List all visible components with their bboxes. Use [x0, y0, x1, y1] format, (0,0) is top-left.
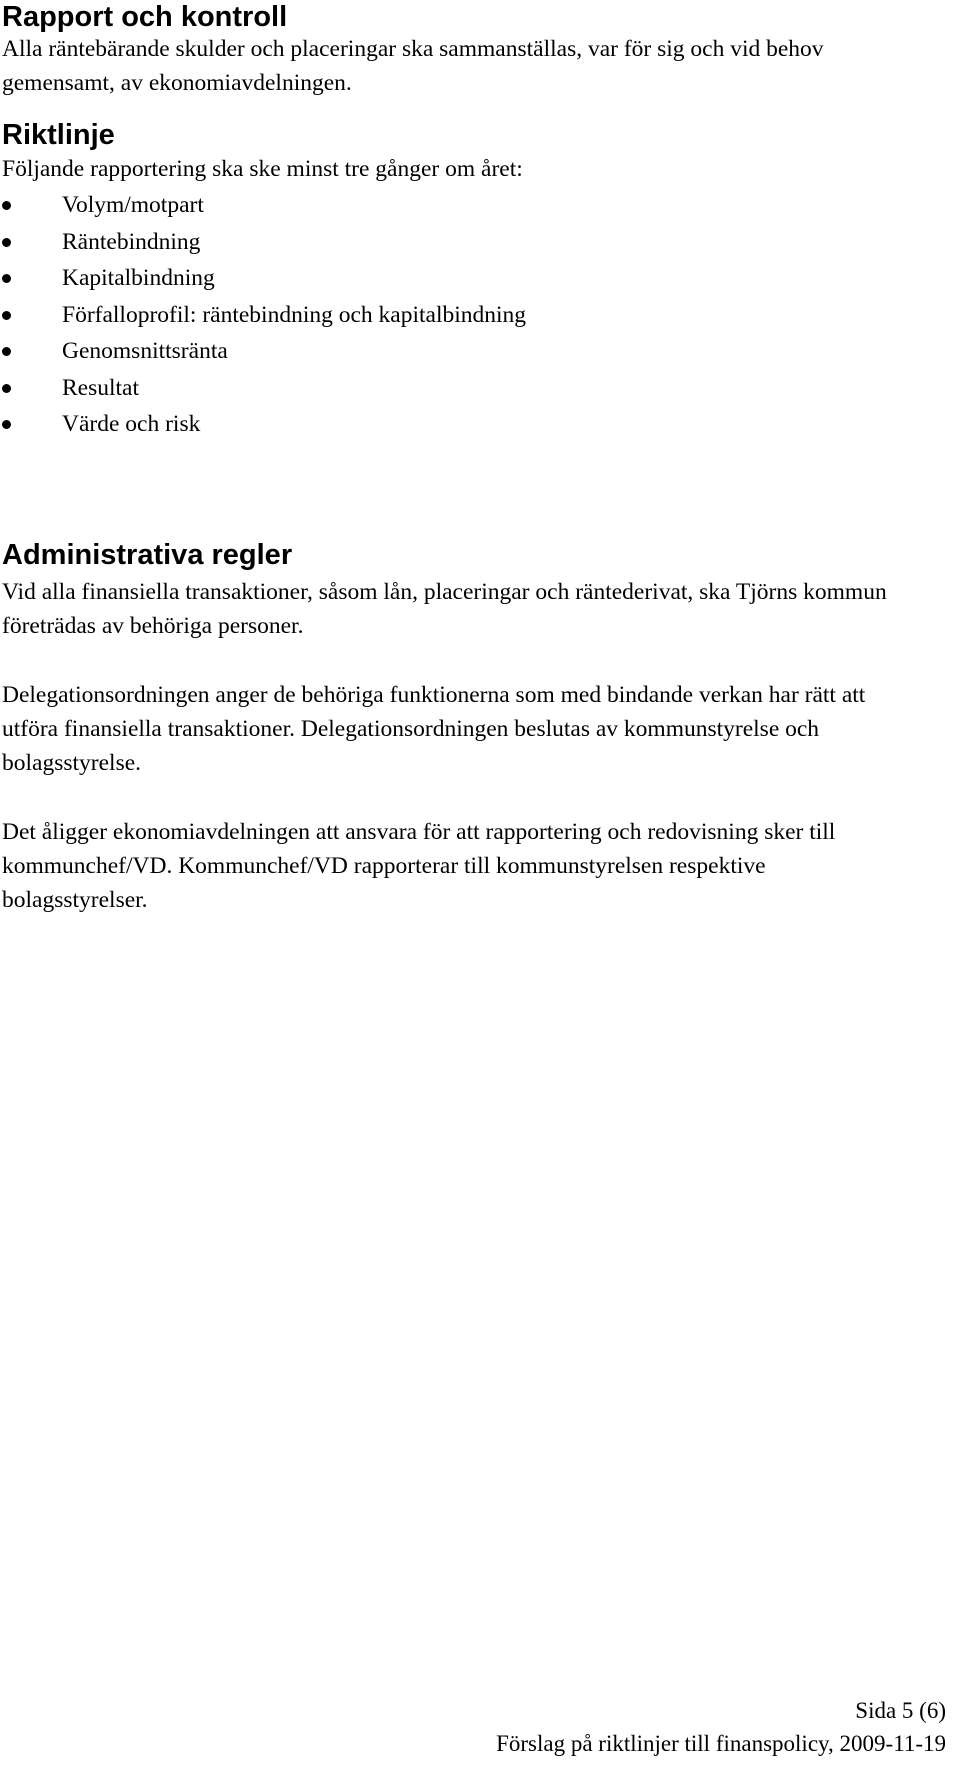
bullet-icon: [2, 274, 11, 283]
page-number: Sida 5 (6): [855, 1698, 946, 1723]
bullet-icon: [2, 347, 11, 356]
administrativa-paragraph-3: Det åligger ekonomiavdelningen att ansvara för att rapportering och redovisning sker till kommunchef/VD. Kommunchef/VD rapporterar till kommunstyrelsen respektive bolagsstyrelser.: [2, 819, 836, 913]
document-footer: Förslag på riktlinjer till finanspolicy, 2009-11-19: [496, 1731, 946, 1756]
bullet-icon: [2, 420, 11, 429]
reporting-list: [0, 187, 526, 443]
list-item: Förfalloprofil: räntebindning och kapitalbindning: [0, 297, 526, 334]
list-item: Värde och risk: [0, 406, 526, 443]
list-item: Volym/motpart: [0, 187, 526, 224]
administrativa-paragraph-1: Vid alla finansiella transaktioner, såsom lån, placeringar och räntederivat, ska Tjörns kommun företrädas av behöriga personer.: [2, 579, 887, 639]
rapport-paragraph: Alla räntebärande skulder och placeringar ska sammanställas, var för sig och vid behov gemensamt, av ekonomiavdelningen.: [2, 36, 824, 96]
list-item: Räntebindning: [0, 224, 526, 261]
list-item: Resultat: [0, 370, 526, 407]
administrativa-paragraph-2: Delegationsordningen anger de behöriga funktionerna som med bindande verkan har rätt att utföra finansiella transaktioner. Delegationsordningen beslutas av kommunstyrelse och bolagsstyrelse.: [2, 682, 866, 776]
riktlinje-intro: Följande rapportering ska ske minst tre gånger om året:: [2, 156, 523, 182]
bullet-icon: [2, 201, 11, 210]
section-heading-rapport: Rapport och kontroll: [2, 1, 288, 33]
bullet-icon: [2, 238, 11, 247]
bullet-icon: [2, 384, 11, 393]
list-item: Genomsnittsränta: [0, 333, 526, 370]
bullet-icon: [2, 311, 11, 320]
section-heading-riktlinje: Riktlinje: [2, 119, 115, 151]
list-item: Kapitalbindning: [0, 260, 526, 297]
section-heading-administrativa: Administrativa regler: [2, 539, 293, 571]
